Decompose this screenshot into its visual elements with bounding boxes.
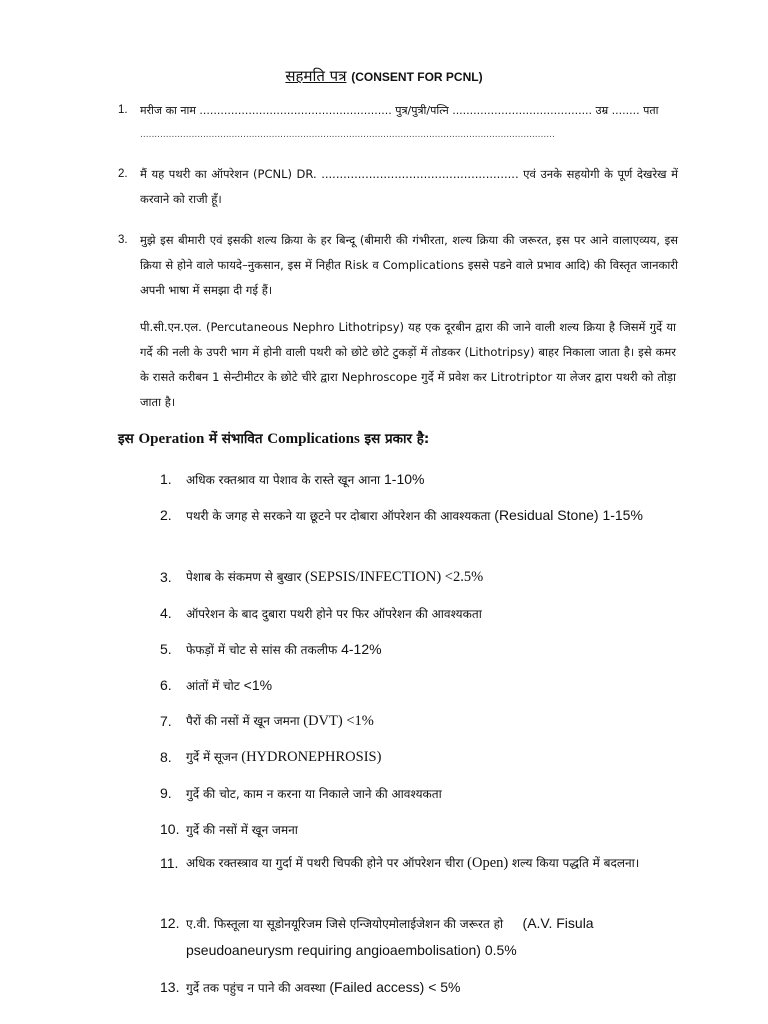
heading-part: में संभावित [204,431,268,447]
complications-heading [118,429,678,448]
item-number: 11. [160,855,179,871]
section-number: 1. [118,104,128,116]
title-hindi: सहमति पत्र [285,67,347,85]
item-number: 12. [160,915,180,931]
item-number: 6. [160,677,172,693]
address-line: ................................................................................................................................................. [140,130,555,140]
item-detail: (Open) [463,855,512,871]
item-text: पेशाब के संकमण से बुखार [186,570,302,584]
list-item [160,708,680,734]
item-text: ऑपरेशन के बाद दुबारा पथरी होने पर फिर ऑपरेशन की आवश्यकता [186,607,482,621]
item-text: गुर्दे की नसों में खून जमना [186,823,298,837]
list-item [160,636,680,663]
heading-part: इस प्रकार है: [359,431,430,447]
section-patient-details [118,98,678,148]
item-text: अधिक रक्तश्राव या पेशाव के रास्ते खून आना [186,473,381,487]
item-number: 7. [160,713,172,729]
list-item [160,502,680,529]
item-detail: (Failed access) < 5% [325,979,461,995]
list-item [160,744,680,770]
item-number: 4. [160,605,172,621]
item-number: 3. [160,569,172,585]
item-number: 5. [160,641,172,657]
item-number: 1. [160,471,172,487]
item-detail: (HYDRONEPHROSIS) [237,749,382,765]
patient-details-line: मरीज का नाम ....................................................... पुत्र/पुत्री/पत्नि ........................................ उम्र ........ पता [140,104,659,117]
document-title [0,66,768,86]
section-doctor-consent [118,162,678,212]
item-text: फेफड़ों में चोट से सांस की तकलीफ [186,643,338,657]
doctor-consent-text: मैं यह पथरी का ऑपरेशन (PCNL) DR. ...................................................... एवं उनके सहयोगी के पूर्ण देखरेख में करवाने को राजी हूँ। [140,167,678,206]
item-detail: (DVT) <1% [299,713,374,729]
heading-part: इस [118,431,139,447]
list-item [160,600,680,627]
item-detail: <1% [239,677,273,693]
pcnl-description: पी.सी.एन.एल. (Percutaneous Nephro Lithotripsy) यह एक दूरबीन द्वारा की जाने वाली शल्य क्रिया है जिसमें गुर्दे या गर्दे की नली के उपरी भाग में होनी वाली पथरी को छोटे छोटे टुकड़ों में तोडकर (Lithotripsy) बाहर निकाला जाता है। इसे कमर के रासते करीबन 1 सेन्टीमीटर के छोटे चीरे द्वारा Nephroscope गुर्दे में प्रवेश कर Litrotriptor या लेजर द्वारा पथरी को तोड़ा जाता है। [140,320,676,409]
item-text: गुर्दे की चोट, काम न करना या निकाले जाने की आवश्यकता [186,787,442,801]
list-item [160,564,680,590]
list-item [160,910,680,964]
item-detail: (Residual Stone) 1-15% [490,507,643,523]
heading-part: Complications [267,431,360,447]
section-information-consent [118,228,678,303]
list-item [160,850,680,876]
list-item [160,816,680,843]
item-number: 10. [160,821,180,837]
item-number: 2. [160,507,172,523]
item-text: गुर्दे में सूजन [186,750,238,764]
title-english: (CONSENT FOR PCNL) [351,70,483,84]
item-text: पथरी के जगह से सरकने या छूटने पर दोबारा ऑपरेशन की आवश्यकता [186,509,491,523]
section-number: 3. [118,234,128,246]
list-item [160,672,680,699]
list-item [160,780,680,807]
section-number: 2. [118,168,128,180]
heading-part: Operation [138,431,205,447]
item-number: 13. [160,979,180,995]
item-text: ए.वी. फिस्तूला या सूडोनयूरिजम जिसे एन्जियोएमोलाईजेशन की जरूरत हो [186,917,504,931]
item-text: आंतों में चोट [186,679,240,693]
item-text: पैरों की नसों में खून जमना [186,714,300,728]
item-detail: (A.V. Fisula pseudoaneurysm requiring angioaembolisation) 0.5% [186,915,598,958]
item-number: 9. [160,785,172,801]
list-item [160,466,680,493]
item-text: अधिक रक्तस्त्राव या गुर्दा में पथरी चिपकी होने पर ऑपरेशन चीरा [186,856,464,870]
item-detail: 1-10% [380,471,425,487]
item-detail: 4-12% [337,641,382,657]
item-detail: (SEPSIS/INFECTION) <2.5% [301,569,484,585]
item-text: गुर्दे तक पहुंच न पाने की अवस्था [186,981,326,995]
list-item [160,974,680,1001]
item-text-continued: शल्य किया पद्धति में बदलना। [511,856,640,870]
item-number: 8. [160,749,172,765]
information-consent-text: मुझे इस बीमारी एवं इसकी शल्य क्रिया के हर बिन्दू (बीमारी की गंभीरता, शल्य क्रिया की जरूरत, इस पर आने वालाएव्यय, इस क्रिया से होने वाले फायदे–नुकसान, इस में निहीत Risk व Complications इससे पडने वाले प्रभाव आदि) की विस्तृत जानकारी अपनी भाषा में समझा दी गई हैं। [140,233,678,297]
